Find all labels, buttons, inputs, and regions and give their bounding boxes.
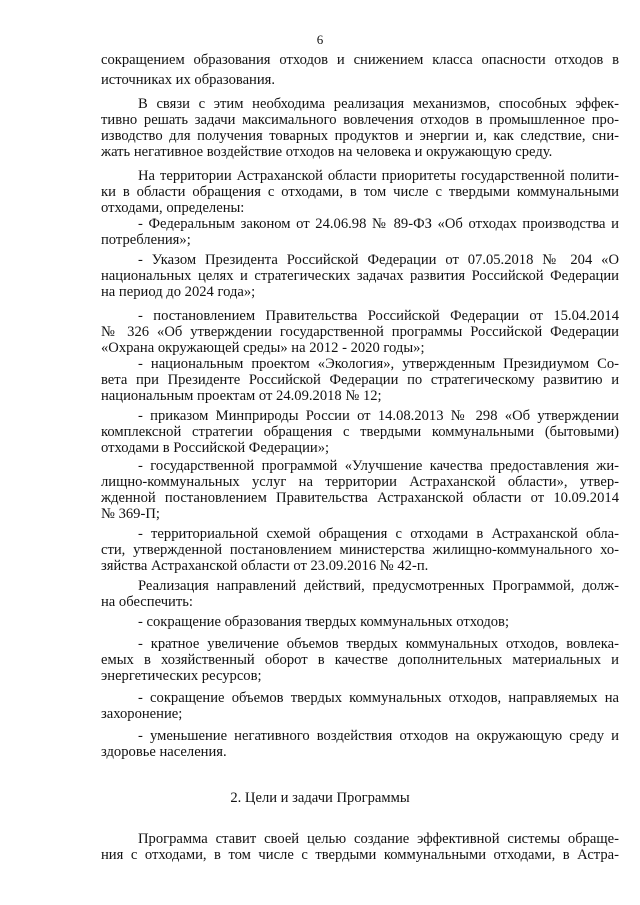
section-heading: 2. Цели и задачи Программы	[230, 790, 410, 806]
text-line: сокращением образования отходов и снижением класса опасности отходов в	[101, 52, 619, 68]
text-line: источниках их образования.	[101, 72, 276, 88]
text-line: ния с отходами, в том числе с твердыми коммунальными отходами, в Астра-	[101, 847, 619, 863]
text-line: жать негативное воздействие отходов на человека и окружающую среду.	[101, 144, 553, 160]
text-line: - приказом Минприроды России от 14.08.2013 № 298 «Об утверждении	[138, 408, 619, 424]
text-line: - территориальной схемой обращения с отходами в Астраханской обла-	[138, 526, 619, 542]
text-line: изводство для получения товарных продуктов и энергии и, как следствие, сни-	[101, 128, 619, 144]
text-line: на период до 2024 года»;	[101, 284, 256, 300]
text-line: - Федеральным законом от 24.06.98 № 89-ФЗ «Об отходах производства и	[138, 216, 619, 232]
text-line: лищно-коммунальных услуг на территории Астраханской области», утвер-	[101, 474, 619, 490]
text-line: - сокращение объемов твердых коммунальных отходов, направляемых на	[138, 690, 619, 706]
text-line: отходами, определены:	[101, 200, 245, 216]
text-line: - сокращение образования твердых коммунальных отходов;	[138, 614, 509, 630]
text-line: комплексной стратегии обращения с твердыми коммунальными (бытовыми)	[101, 424, 619, 440]
text-line: - постановлением Правительства Российской Федерации от 15.04.2014	[138, 308, 619, 324]
text-line: Реализация направлений действий, предусмотренных Программой, долж-	[138, 578, 619, 594]
text-line: На территории Астраханской области приоритеты государственной полити-	[138, 168, 619, 184]
text-line: ки в области обращения с отходами, в том числе с твердыми коммунальными	[101, 184, 619, 200]
text-line: - национальным проектом «Экология», утвержденным Президиумом Со-	[138, 356, 619, 372]
text-line: - уменьшение негативного воздействия отходов на окружающую среду и	[138, 728, 619, 744]
text-line: сти, утвержденной постановлением министерства жилищно-коммунального хо-	[101, 542, 619, 558]
text-line: национальным проектам от 24.09.2018 № 12;	[101, 388, 382, 404]
text-line: отходами в Российской Федерации»;	[101, 440, 330, 456]
page-number: 6	[316, 32, 324, 47]
text-line: Программа ставит своей целью создание эффективной системы обраще-	[138, 831, 619, 847]
text-line: энергетических ресурсов;	[101, 668, 262, 684]
text-line: на обеспечить:	[101, 594, 193, 610]
text-line: - кратное увеличение объемов твердых коммунальных отходов, вовлека-	[138, 636, 619, 652]
text-line: № 369-П;	[101, 506, 160, 522]
text-line: здоровье населения.	[101, 744, 227, 760]
text-line: захоронение;	[101, 706, 183, 722]
text-line: емых в хозяйственный оборот в качестве дополнительных материальных и	[101, 652, 619, 668]
text-line: зяйства Астраханской области от 23.09.2016 № 42-п.	[101, 558, 429, 574]
text-line: - государственной программой «Улучшение качества предоставления жи-	[138, 458, 619, 474]
text-line: - Указом Президента Российской Федерации от 07.05.2018 № 204 «О	[138, 252, 619, 268]
text-line: «Охрана окружающей среды» на 2012 - 2020 годы»;	[101, 340, 425, 356]
text-line: вета при Президенте Российской Федерации по стратегическому развитию и	[101, 372, 619, 388]
text-line: жденной постановлением Правительства Астраханской области от 10.09.2014	[101, 490, 619, 506]
text-line: № 326 «Об утверждении государственной программы Российской Федерации	[101, 324, 619, 340]
text-line: национальных целях и стратегических задачах развития Российской Федерации	[101, 268, 619, 284]
text-line: тивно решать задачи максимального вовлечения отходов в промышленное про-	[101, 112, 619, 128]
text-line: потребления»;	[101, 232, 191, 248]
text-line: В связи с этим необходима реализация механизмов, способных эффек-	[138, 96, 619, 112]
